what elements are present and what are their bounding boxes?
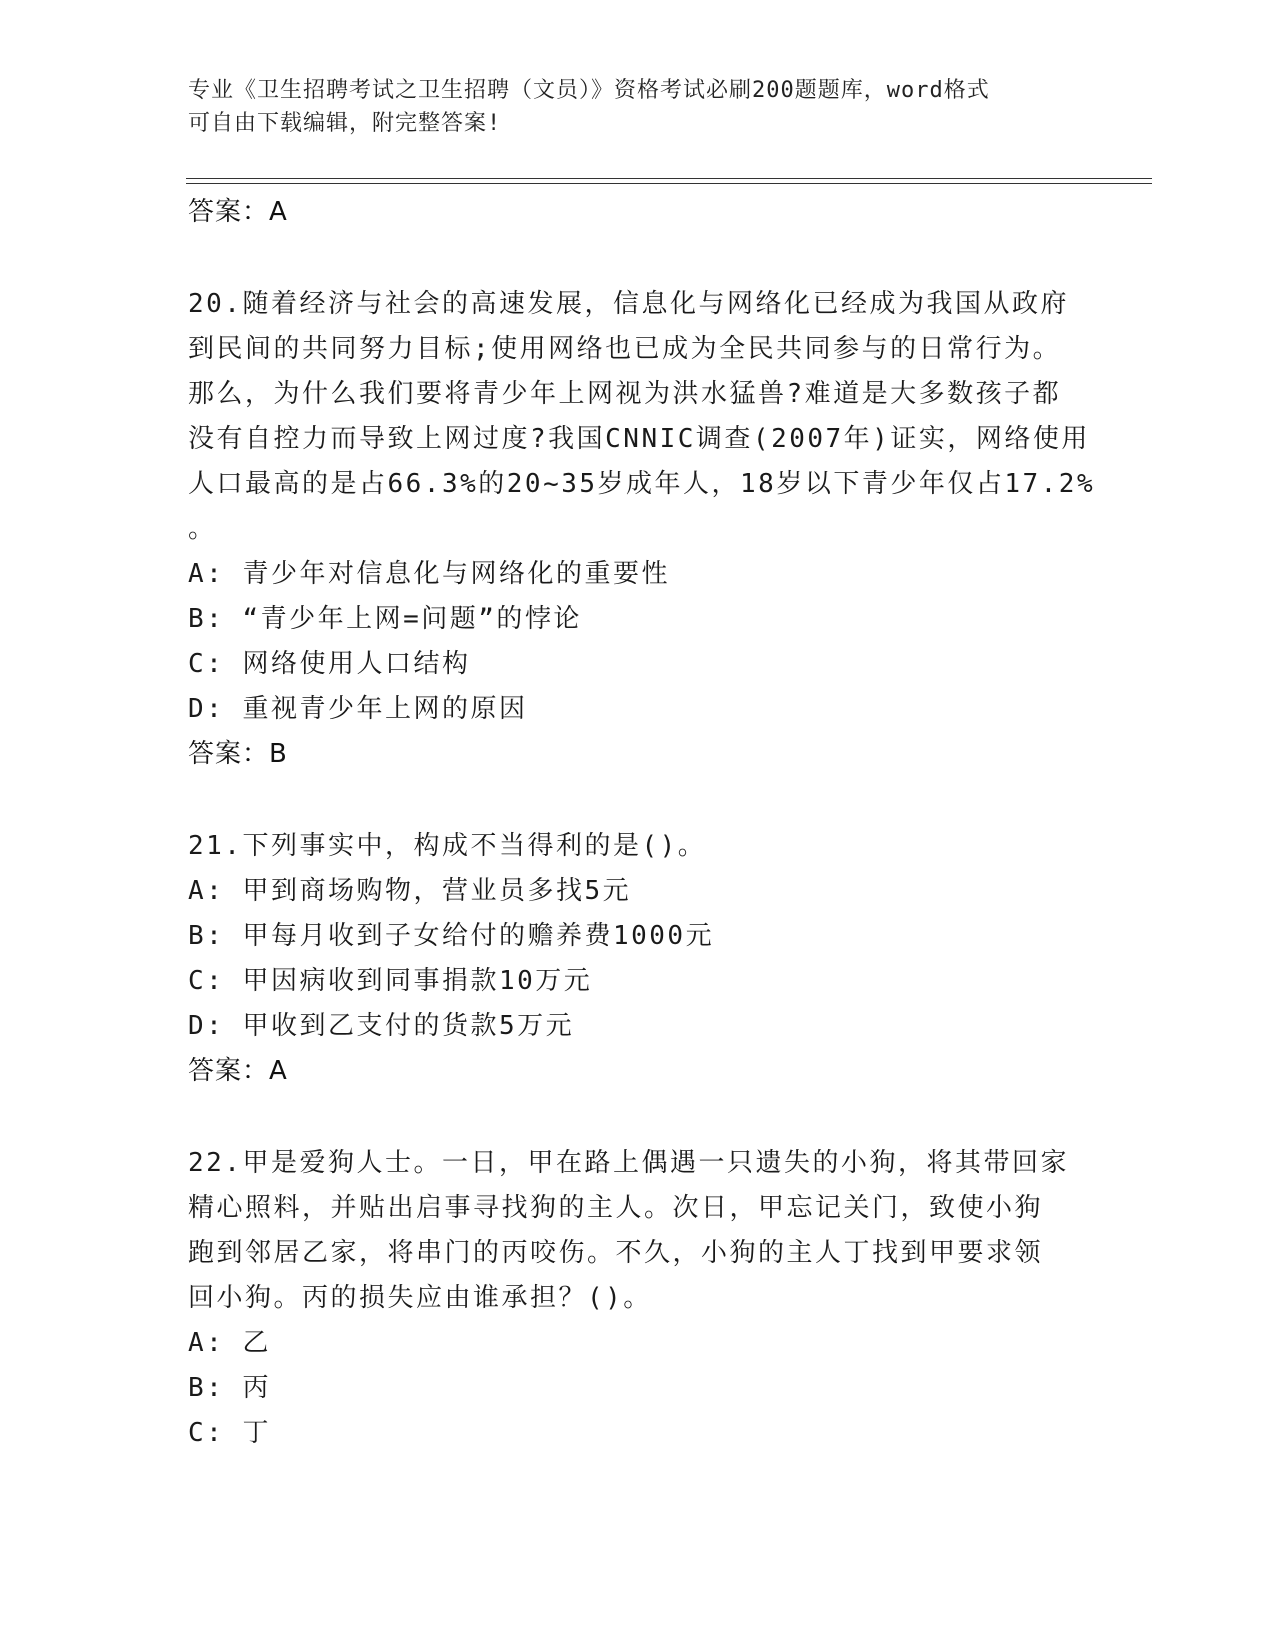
question-line: 人口最高的是占66.3%的20~35岁成年人，18岁以下青少年仅占17.2% bbox=[188, 469, 1096, 499]
answer-line: 答案：B bbox=[188, 739, 288, 769]
option-c: C: 网络使用人口结构 bbox=[188, 649, 471, 679]
option-b: B: 甲每月收到子女给付的赡养费1000元 bbox=[188, 921, 715, 951]
question-line: 21.下列事实中，构成不当得利的是()。 bbox=[188, 831, 707, 861]
option-c: C: 丁 bbox=[188, 1418, 271, 1448]
spacer bbox=[188, 776, 1138, 824]
option-a: A: 甲到商场购物，营业员多找5元 bbox=[188, 876, 632, 906]
answer-line: 答案：A bbox=[188, 197, 288, 227]
header-title-line-2: 可自由下载编辑，附完整答案! bbox=[188, 111, 502, 136]
document-header bbox=[188, 74, 1088, 140]
question-line: 回小狗。丙的损失应由谁承担？()。 bbox=[188, 1283, 652, 1313]
question-line: 20.随着经济与社会的高速发展，信息化与网络化已经成为我国从政府 bbox=[188, 289, 1069, 319]
question-line: 没有自控力而导致上网过度?我国CNNIC调查(2007年)证实，网络使用 bbox=[188, 424, 1090, 454]
header-rule-top bbox=[186, 178, 1152, 179]
option-d: D: 甲收到乙支付的货款5万元 bbox=[188, 1011, 575, 1041]
question-line: 。 bbox=[188, 514, 217, 544]
spacer bbox=[188, 234, 1138, 282]
option-a: A: 乙 bbox=[188, 1328, 271, 1358]
option-a: A: 青少年对信息化与网络化的重要性 bbox=[188, 559, 670, 589]
option-c: C: 甲因病收到同事捐款10万元 bbox=[188, 966, 593, 996]
question-block-21 bbox=[188, 824, 1138, 1093]
spacer bbox=[188, 1093, 1138, 1141]
option-b: B: 丙 bbox=[188, 1373, 271, 1403]
header-title-line-1: 专业《卫生招聘考试之卫生招聘（文员）》资格考试必刷200题题库，word格式 bbox=[188, 78, 990, 103]
question-line: 那么，为什么我们要将青少年上网视为洪水猛兽?难道是大多数孩子都 bbox=[188, 379, 1062, 409]
question-line: 跑到邻居乙家，将串门的丙咬伤。不久，小狗的主人丁找到甲要求领 bbox=[188, 1238, 1044, 1268]
question-line: 22.甲是爱狗人士。一日，甲在路上偶遇一只遗失的小狗，将其带回家 bbox=[188, 1148, 1069, 1178]
question-line: 到民间的共同努力目标;使用网络也已成为全民共同参与的日常行为。 bbox=[188, 334, 1062, 364]
question-block-20 bbox=[188, 282, 1138, 776]
question-block-22 bbox=[188, 1141, 1138, 1456]
question-line: 精心照料，并贴出启事寻找狗的主人。次日，甲忘记关门，致使小狗 bbox=[188, 1193, 1044, 1223]
answer-line: 答案：A bbox=[188, 1056, 288, 1086]
header-rule-bottom bbox=[186, 183, 1152, 184]
option-d: D: 重视青少年上网的原因 bbox=[188, 694, 528, 724]
document-body bbox=[188, 190, 1138, 1456]
option-b: B: “青少年上网=问题”的悖论 bbox=[188, 604, 582, 634]
